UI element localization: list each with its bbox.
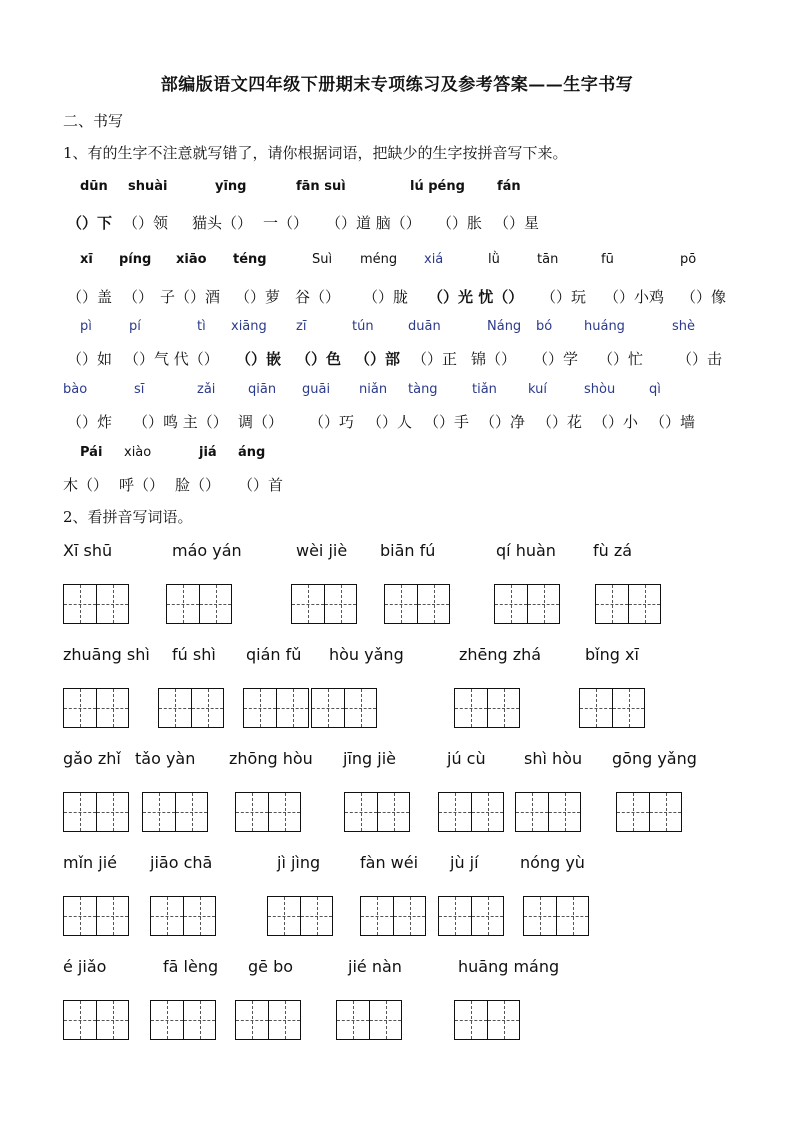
blank-item: （）学 (533, 350, 579, 368)
writing-box[interactable] (438, 792, 504, 832)
pinyin: xiào (124, 445, 152, 460)
pinyin: qí huàn (496, 541, 556, 560)
q2-grid-row-1 (0, 584, 794, 626)
blank-item: （）胧 (363, 288, 409, 306)
writing-box[interactable] (63, 896, 129, 936)
writing-box[interactable] (311, 688, 377, 728)
pinyin: jú cù (447, 749, 486, 768)
pinyin: huāng máng (458, 957, 560, 976)
writing-box[interactable] (63, 584, 129, 624)
pinyin: jié nàn (348, 957, 402, 976)
pinyin: bǐng xī (585, 645, 639, 664)
writing-box[interactable] (384, 584, 450, 624)
pinyin: tì (197, 319, 206, 334)
pinyin: é jiǎo (63, 957, 107, 976)
pinyin: zhōng hòu (229, 749, 313, 768)
blank-item: （） (123, 288, 154, 306)
blank-item: （）如 (67, 350, 113, 368)
pinyin: fán (497, 179, 521, 194)
pinyin: fā lèng (163, 957, 219, 976)
blank-item: （）鸣 主（） (133, 413, 228, 431)
q2-pinyin-row-5 (0, 957, 794, 979)
q1-answer-row-1 (0, 212, 794, 234)
pinyin: Suì (312, 252, 333, 267)
q2-grid-row-3 (0, 792, 794, 834)
pinyin: gǎo zhǐ (63, 749, 121, 768)
pinyin: téng (233, 252, 267, 267)
blank-item: （）人 (367, 413, 413, 431)
pinyin: lú péng (410, 179, 465, 194)
blank-item: 脸（） (175, 476, 221, 494)
pinyin: qì (649, 382, 661, 397)
blank-item: （）萝 (235, 288, 281, 306)
q2-pinyin-row-3 (0, 749, 794, 771)
blank-item: 呼（） (119, 476, 165, 494)
writing-box[interactable] (235, 1000, 301, 1040)
blank-item: （）花 (537, 413, 583, 431)
blank-item: 一（） (263, 214, 309, 232)
blank-item: （）玩 (541, 288, 587, 306)
pinyin: gē bo (248, 957, 294, 976)
blank-item: （）下 (67, 214, 113, 232)
writing-box[interactable] (63, 792, 129, 832)
blank-item: 木（） (63, 476, 109, 494)
pinyin: fù zá (593, 541, 633, 560)
writing-box[interactable] (291, 584, 357, 624)
q2-grid-row-4 (0, 896, 794, 938)
q1-pinyin-row-5 (0, 445, 794, 465)
q1-answer-row-3 (0, 348, 794, 370)
pinyin: gōng yǎng (612, 749, 697, 768)
pinyin: jiāo chā (150, 853, 213, 872)
pinyin: Pái (80, 445, 103, 460)
pinyin: duān (408, 319, 441, 334)
pinyin: shè (672, 319, 696, 334)
blank-item: 锦（） (471, 350, 517, 368)
blank-item: （）嵌 (236, 350, 282, 368)
blank-item: （）星 (494, 214, 540, 232)
blank-item: （）光 忧（） (428, 288, 524, 306)
writing-box[interactable] (63, 688, 129, 728)
blank-item: 子（）酒 (160, 288, 221, 306)
pinyin: zhēng zhá (459, 645, 542, 664)
writing-box[interactable] (494, 584, 560, 624)
q2-grid-row-2 (0, 688, 794, 730)
blank-item: （）忙 (598, 350, 644, 368)
pinyin: tiǎn (472, 382, 497, 397)
pinyin: Náng (487, 319, 522, 334)
blank-item: （）色 (296, 350, 342, 368)
blank-item: （）首 (238, 476, 284, 494)
writing-box[interactable] (243, 688, 309, 728)
q1-pinyin-row-1 (0, 179, 794, 199)
writing-box[interactable] (142, 792, 208, 832)
q2-pinyin-row-1 (0, 541, 794, 563)
pinyin: xiāng (231, 319, 267, 334)
blank-item: （）气 代（） (124, 350, 219, 368)
blank-item: 谷（） (295, 288, 341, 306)
q1-pinyin-row-4 (0, 382, 794, 402)
pinyin: fū (601, 252, 614, 267)
blank-item: 猫头（） (192, 214, 253, 232)
pinyin: pí (129, 319, 141, 334)
blank-item: （）胀 (437, 214, 483, 232)
pinyin: huáng (584, 319, 625, 334)
writing-box[interactable] (360, 896, 426, 936)
writing-box[interactable] (438, 896, 504, 936)
pinyin: pì (80, 319, 92, 334)
section-heading: 二、书写 (63, 112, 124, 130)
pinyin: xiá (424, 252, 444, 267)
pinyin: zǎi (197, 382, 216, 397)
pinyin: shòu (584, 382, 616, 397)
pinyin: dūn (80, 179, 108, 194)
q1-instruction: 1、有的生字不注意就写错了，请你根据词语，把缺少的生字按拼音写下来。 (63, 144, 568, 162)
writing-box[interactable] (150, 1000, 216, 1040)
blank-item: （）像 (681, 288, 727, 306)
blank-item: （）盖 (67, 288, 113, 306)
pinyin: píng (119, 252, 152, 267)
pinyin: shuài (128, 179, 168, 194)
pinyin: jiá (199, 445, 217, 460)
pinyin: pō (680, 252, 697, 267)
blank-item: （）领 (123, 214, 169, 232)
pinyin: tún (352, 319, 374, 334)
blank-item: （）道 脑（） (326, 214, 421, 232)
writing-box[interactable] (454, 1000, 520, 1040)
pinyin: xī (80, 252, 93, 267)
writing-box[interactable] (150, 896, 216, 936)
writing-box[interactable] (235, 792, 301, 832)
writing-box[interactable] (523, 896, 589, 936)
pinyin: yīng (215, 179, 247, 194)
pinyin: máo yán (172, 541, 242, 560)
q1-pinyin-row-3 (0, 319, 794, 339)
writing-box[interactable] (158, 688, 224, 728)
writing-box[interactable] (336, 1000, 402, 1040)
blank-item: （）巧 (309, 413, 355, 431)
pinyin: fàn wéi (360, 853, 419, 872)
pinyin: bó (536, 319, 553, 334)
pinyin: nóng yù (520, 853, 585, 872)
pinyin: kuí (528, 382, 547, 397)
writing-box[interactable] (267, 896, 333, 936)
pinyin: tān (537, 252, 559, 267)
pinyin: wèi jiè (296, 541, 348, 560)
pinyin: méng (360, 252, 398, 267)
blank-item: （）炸 (67, 413, 113, 431)
q1-answer-row-4 (0, 411, 794, 433)
pinyin: áng (238, 445, 266, 460)
pinyin: hòu yǎng (329, 645, 404, 664)
pinyin: zhuāng shì (63, 645, 150, 664)
pinyin: jì jìng (277, 853, 321, 872)
writing-box[interactable] (166, 584, 232, 624)
blank-item: （）净 (480, 413, 526, 431)
pinyin: sī (134, 382, 145, 397)
page-title: 部编版语文四年级下册期末专项练习及参考答案——生字书写 (160, 75, 634, 95)
pinyin: fú shì (172, 645, 216, 664)
q2-pinyin-row-4 (0, 853, 794, 875)
blank-item: （）手 (424, 413, 470, 431)
blank-item: （）部 (355, 350, 401, 368)
writing-box[interactable] (63, 1000, 129, 1040)
q1-pinyin-row-2 (0, 252, 794, 272)
writing-box[interactable] (616, 792, 682, 832)
pinyin: tàng (408, 382, 438, 397)
writing-box[interactable] (515, 792, 581, 832)
pinyin: niǎn (359, 382, 388, 397)
pinyin: jīng jiè (343, 749, 397, 768)
blank-item: （）小 (593, 413, 639, 431)
q1-answer-row-2 (0, 286, 794, 308)
pinyin: lǜ (488, 252, 500, 267)
q2-grid-row-5 (0, 1000, 794, 1042)
pinyin: Xī shū (63, 541, 113, 560)
pinyin: xiāo (176, 252, 207, 267)
pinyin: fān suì (296, 179, 346, 194)
blank-item: （）小鸡 (604, 288, 665, 306)
pinyin: qiān (248, 382, 277, 397)
blank-item: （）墙 (650, 413, 696, 431)
q2-pinyin-row-2 (0, 645, 794, 667)
blank-item: 调（） (238, 413, 284, 431)
pinyin: qián fǔ (246, 645, 302, 664)
pinyin: zī (296, 319, 307, 334)
pinyin: biān fú (380, 541, 436, 560)
writing-box[interactable] (579, 688, 645, 728)
pinyin: tǎo yàn (135, 749, 196, 768)
writing-box[interactable] (595, 584, 661, 624)
pinyin: guāi (302, 382, 331, 397)
writing-box[interactable] (454, 688, 520, 728)
blank-item: （）击 (677, 350, 723, 368)
q1-answer-row-5 (0, 474, 794, 496)
pinyin: bào (63, 382, 88, 397)
pinyin: jù jí (450, 853, 479, 872)
q2-instruction: 2、看拼音写词语。 (63, 508, 193, 526)
writing-box[interactable] (344, 792, 410, 832)
pinyin: shì hòu (524, 749, 583, 768)
pinyin: mǐn jié (63, 853, 117, 872)
blank-item: （）正 (412, 350, 458, 368)
